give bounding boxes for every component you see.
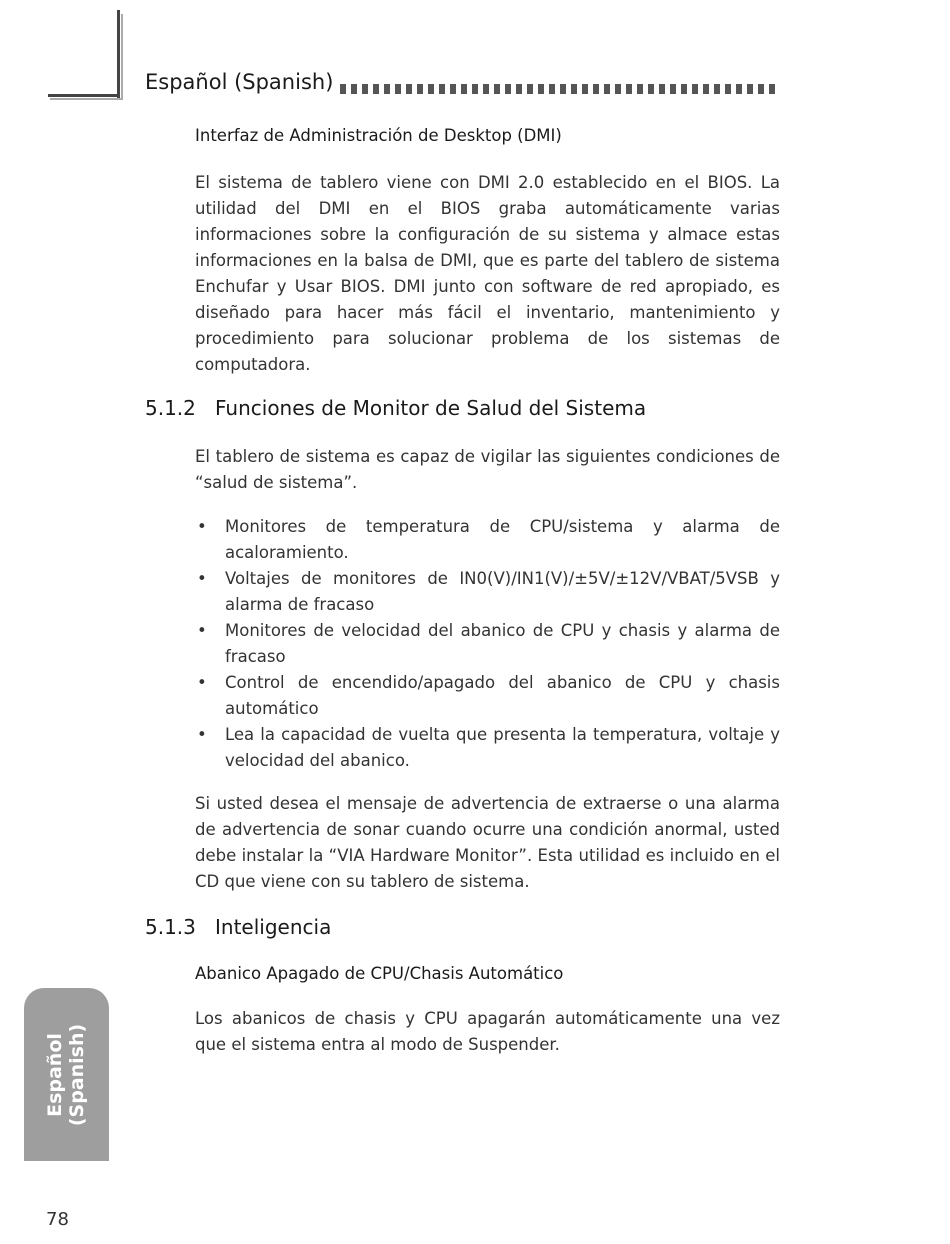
list-item: • Monitores de temperatura de CPU/sistema y alarma de acaloramiento.	[195, 514, 780, 566]
section-512-number: 5.1.2	[145, 396, 196, 420]
dmi-heading: Interfaz de Administración de Desktop (DMI)	[195, 126, 562, 145]
corner-mark-vertical	[117, 10, 120, 98]
section-513-paragraph: Los abanicos de chasis y CPU apagarán automáticamente una vez que el sistema entra al modo de Suspender.	[195, 1009, 780, 1054]
section-513-heading	[145, 915, 331, 939]
health-monitor-list	[195, 514, 780, 774]
section-512-intro: El tablero de sistema es capaz de vigilar las siguientes condiciones de “salud de sistema”.	[195, 447, 780, 492]
language-side-tab	[24, 988, 109, 1161]
section-513-title: Inteligencia	[215, 915, 332, 939]
page-number: 78	[46, 1209, 69, 1230]
section-512-title: Funciones de Monitor de Salud del Sistema	[215, 396, 647, 420]
page-header-title: Español (Spanish)	[145, 70, 334, 94]
bullet-icon: •	[197, 621, 207, 640]
section-513-number: 5.1.3	[145, 915, 196, 939]
section-513-subheading: Abanico Apagado de CPU/Chasis Automático	[195, 964, 564, 983]
list-item: • Monitores de velocidad del abanico de CPU y chasis y alarma de fracaso	[195, 618, 780, 670]
bullet-icon: •	[197, 725, 207, 744]
bullet-icon: •	[197, 673, 207, 692]
list-item: • Voltajes de monitores de IN0(V)/IN1(V)/±5V/±12V/VBAT/5VSB y alarma de fracaso	[195, 566, 780, 618]
side-tab-label: Español (Spanish)	[44, 1023, 89, 1126]
corner-mark-horizontal	[48, 94, 120, 97]
list-item: • Control de encendido/apagado del abanico de CPU y chasis automático	[195, 670, 780, 722]
bullet-icon: •	[197, 569, 207, 588]
section-512-heading	[145, 396, 646, 420]
corner-mark-horizontal-shadow	[50, 98, 122, 100]
bullet-icon: •	[197, 517, 207, 536]
section-512-closing: Si usted desea el mensaje de advertencia de extraerse o una alarma de advertencia de sonar cuando ocurre una condición anormal, usted debe instalar la “VIA Hardware Monitor”. Esta utilidad es incluido en el CD que viene con su tablero de sistema.	[195, 794, 780, 891]
corner-mark-vertical-shadow	[121, 14, 123, 100]
header-dotted-rule	[340, 84, 780, 94]
dmi-paragraph: El sistema de tablero viene con DMI 2.0 establecido en el BIOS. La utilidad del DMI en el BIOS graba automáticamente varias informaciones sobre la configuración de su sistema y almace estas informaciones en la balsa de DMI, que es parte del tablero de sistema Enchufar y Usar BIOS. DMI junto con software de red apropiado, es diseñado para hacer más fácil el inventario, mantenimiento y procedimiento para solucionar problema de los sistemas de computadora.	[195, 173, 780, 374]
list-item: • Lea la capacidad de vuelta que presenta la temperatura, voltaje y velocidad del abanico.	[195, 722, 780, 774]
